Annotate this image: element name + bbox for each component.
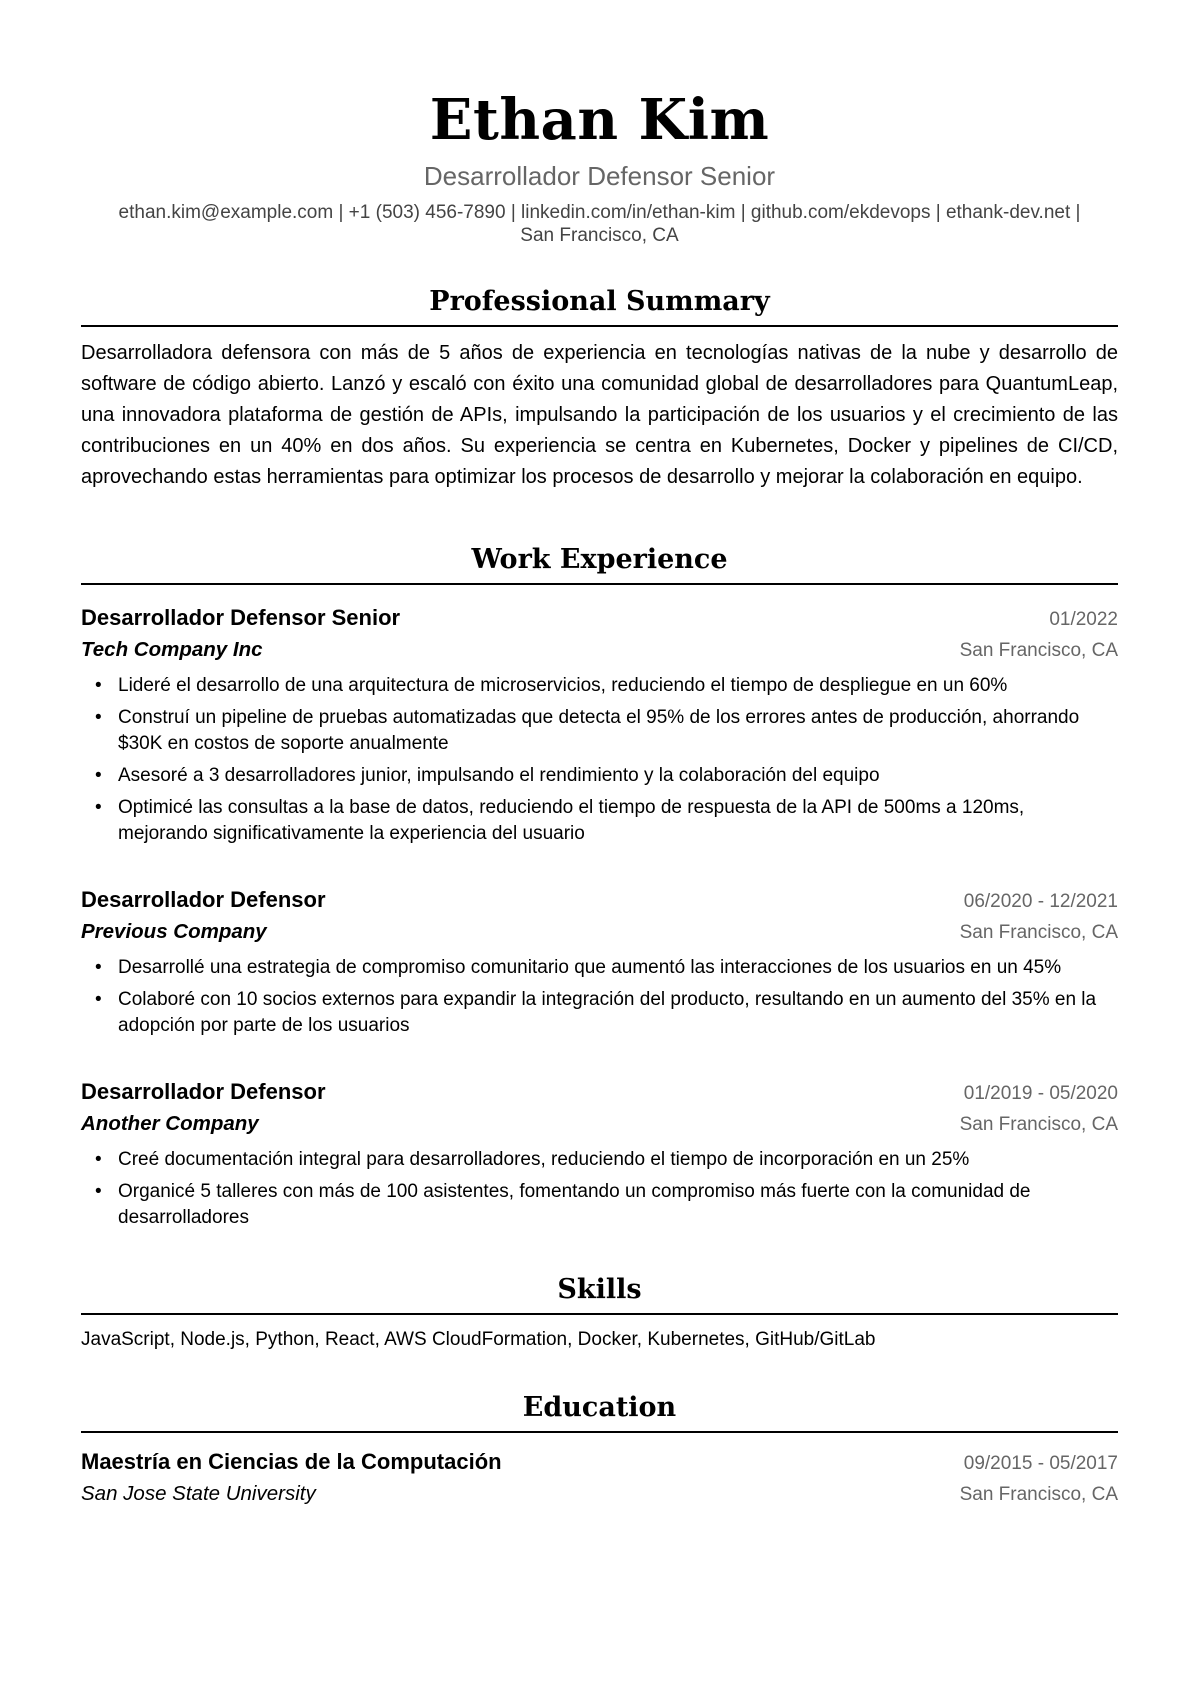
candidate-name: Ethan Kim bbox=[429, 87, 770, 153]
bullet-item bbox=[81, 987, 1118, 1039]
school-name: San Jose State University bbox=[81, 1482, 316, 1505]
job-title: Desarrollador Defensor bbox=[81, 887, 326, 912]
bullet-icon: • bbox=[95, 1149, 102, 1170]
candidate-headline: Desarrollador Defensor Senior bbox=[423, 161, 776, 191]
bullet-item bbox=[81, 795, 1118, 847]
job-bullets bbox=[81, 1147, 1118, 1231]
resume-page bbox=[81, 0, 1118, 1510]
bullet-icon: • bbox=[95, 675, 102, 696]
bullet-icon: • bbox=[95, 1181, 102, 1202]
section-title-skills: Skills bbox=[81, 1273, 1118, 1315]
bullet-item bbox=[81, 955, 1118, 981]
company-name: Tech Company Inc bbox=[81, 638, 263, 661]
bullet-text: Creé documentación integral para desarrolladores, reduciendo el tiempo de incorporación en un 25% bbox=[118, 1149, 970, 1170]
education-location: San Francisco, CA bbox=[959, 1484, 1118, 1505]
education-entry bbox=[81, 1447, 1118, 1510]
bullet-text: Desarrollé una estrategia de compromiso comunitario que aumentó las interacciones de los usuarios en un 45% bbox=[118, 957, 1062, 978]
bullet-item bbox=[81, 1147, 1118, 1173]
bullet-text: Organicé 5 talleres con más de 100 asistentes, fomentando un compromiso más fuerte con la comunidad de desarrolladores bbox=[118, 1181, 1031, 1228]
bullet-icon: • bbox=[95, 765, 102, 786]
job-location: San Francisco, CA bbox=[959, 922, 1118, 943]
contact-info bbox=[81, 201, 1118, 247]
bullet-icon: • bbox=[95, 989, 102, 1010]
section-title-work-experience: Work Experience bbox=[81, 543, 1118, 585]
section-title-summary: Professional Summary bbox=[81, 285, 1118, 327]
job-title: Desarrollador Defensor Senior bbox=[81, 605, 401, 630]
bullet-icon: • bbox=[95, 797, 102, 818]
work-entry bbox=[81, 603, 1118, 847]
bullet-text: Asesoré a 3 desarrolladores junior, impulsando el rendimiento y la colaboración del equipo bbox=[118, 765, 880, 786]
job-bullets bbox=[81, 673, 1118, 847]
education-date: 09/2015 - 05/2017 bbox=[963, 1453, 1118, 1474]
company-name: Another Company bbox=[81, 1112, 259, 1135]
bullet-icon: • bbox=[95, 707, 102, 728]
job-title: Desarrollador Defensor bbox=[81, 1079, 326, 1104]
bullet-text: Lideré el desarrollo de una arquitectura de microservicios, reduciendo el tiempo de despliegue en un 60% bbox=[118, 675, 1008, 696]
section-title-education: Education bbox=[81, 1391, 1118, 1433]
job-location: San Francisco, CA bbox=[959, 640, 1118, 661]
job-date: 01/2019 - 05/2020 bbox=[963, 1083, 1118, 1104]
job-date: 01/2022 bbox=[1049, 609, 1118, 630]
skills-list: JavaScript, Node.js, Python, React, AWS CloudFormation, Docker, Kubernetes, GitHub/GitLab bbox=[81, 1329, 876, 1350]
company-name: Previous Company bbox=[81, 920, 267, 943]
work-entry bbox=[81, 885, 1118, 1039]
contact-location: San Francisco, CA bbox=[520, 225, 679, 246]
bullet-item bbox=[81, 705, 1118, 757]
bullet-item bbox=[81, 1179, 1118, 1231]
bullet-item bbox=[81, 763, 1118, 789]
bullet-icon: • bbox=[95, 957, 102, 978]
job-date: 06/2020 - 12/2021 bbox=[963, 891, 1118, 912]
bullet-text: Construí un pipeline de pruebas automatizadas que detecta el 95% de los errores antes de producción, ahorrando $30K en costos de soporte anualmente bbox=[118, 707, 1080, 754]
work-entry bbox=[81, 1077, 1118, 1231]
contact-line: ethan.kim@example.com | +1 (503) 456-7890 | linkedin.com/in/ethan-kim | github.com/ekdevops | ethank-dev.net | bbox=[118, 202, 1081, 223]
bullet-item bbox=[81, 673, 1118, 699]
bullet-text: Colaboré con 10 socios externos para expandir la integración del producto, resultando en un aumento del 35% en la adopción por parte de los usuarios bbox=[118, 989, 1097, 1036]
job-bullets bbox=[81, 955, 1118, 1039]
bullet-text: Optimicé las consultas a la base de datos, reduciendo el tiempo de respuesta de la API de 500ms a 120ms, mejorando significativamente la experiencia del usuario bbox=[118, 797, 1025, 844]
job-location: San Francisco, CA bbox=[959, 1114, 1118, 1135]
summary-text: Desarrolladora defensora con más de 5 años de experiencia en tecnologías nativas de la nube y desarrollo de software de código abierto. Lanzó y escaló con éxito una comunidad global de desarrolladores para QuantumLeap, una innovadora plataforma de gestión de APIs, impulsando la participación de los usuarios y el crecimiento de las contribuciones en un 40% en dos años. Su experiencia se centra en Kubernetes, Docker y pipelines de CI/CD, aprovechando estas herramientas para optimizar los procesos de desarrollo y mejorar la colaboración en equipo. bbox=[81, 342, 1118, 488]
degree-name: Maestría en Ciencias de la Computación bbox=[81, 1449, 502, 1474]
